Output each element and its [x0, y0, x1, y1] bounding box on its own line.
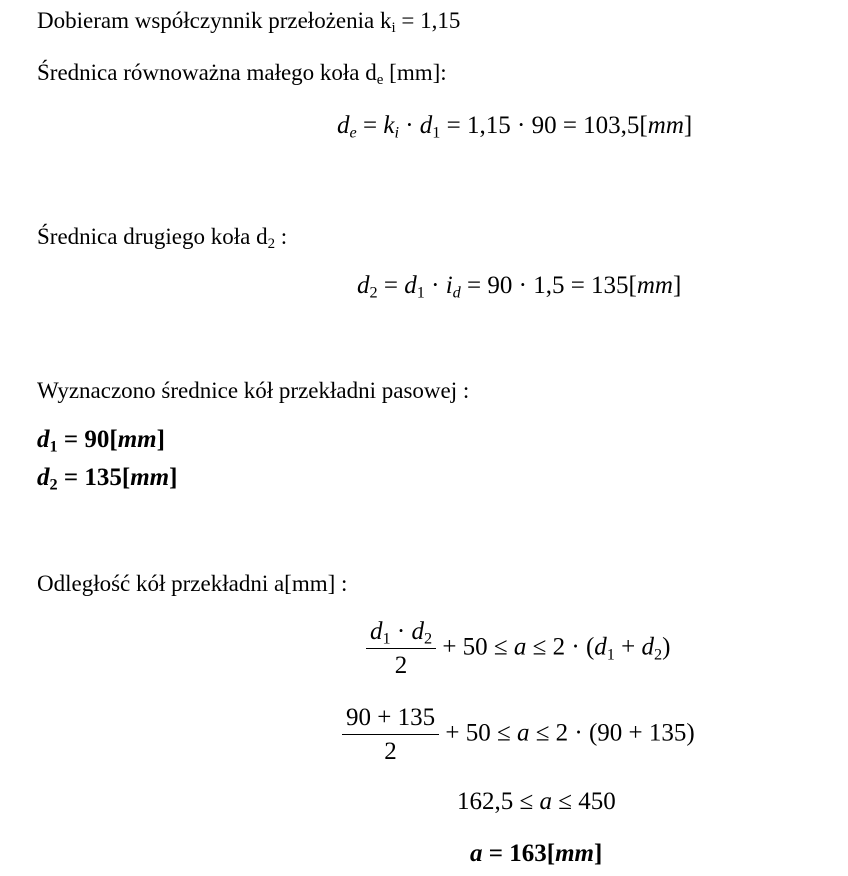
- eq-unit: mm: [636, 272, 673, 299]
- range-left: 162,5 ≤: [457, 788, 540, 815]
- line-subscript: e: [376, 72, 384, 89]
- eq-subscript: 1: [432, 123, 441, 142]
- range-right: ≤ 450: [551, 788, 616, 815]
- eq-rest: = 1,15 · 90 = 103,5[: [440, 112, 648, 139]
- result-value: = 90[: [57, 426, 118, 453]
- equivalent-diameter-equation: [337, 112, 692, 140]
- eq-unit: mm: [647, 112, 684, 139]
- result-unit: mm: [130, 464, 170, 491]
- eq-symbol: d: [419, 112, 433, 139]
- fraction: [342, 704, 439, 766]
- ineq-symbol: d: [594, 633, 607, 661]
- second-diameter-equation: [357, 272, 681, 300]
- distance-inequality-numeric: [342, 704, 695, 766]
- line-text: Średnica drugiego koła d: [37, 224, 268, 249]
- result-close: ]: [169, 464, 178, 491]
- ineq-close: ): [662, 633, 671, 661]
- ineq-mid: + 50 ≤: [439, 719, 517, 747]
- ineq-mid: + 50 ≤: [436, 633, 514, 661]
- eq-subscript: i: [394, 123, 399, 142]
- result-close: ]: [156, 426, 165, 453]
- ineq-tail: ≤ 2 · (90 + 135): [529, 719, 695, 747]
- eq-subscript: 1: [416, 283, 425, 302]
- range-variable: a: [539, 788, 552, 815]
- ineq-plus: +: [614, 633, 642, 661]
- fraction: [366, 618, 436, 680]
- result-symbol: d: [37, 464, 50, 491]
- ineq-subscript: 2: [654, 645, 663, 664]
- line-subscript: i: [391, 20, 396, 37]
- result-subscript: 2: [49, 475, 58, 494]
- result-value: = 135[: [57, 464, 131, 491]
- final-unit: mm: [555, 840, 594, 867]
- distance-range: [457, 788, 616, 816]
- line-text: Dobieram współczynnik przełożenia k: [37, 8, 392, 33]
- line-text: Odległość kół przekładni a[mm] :: [37, 571, 348, 596]
- eq-subscript: d: [452, 283, 461, 302]
- eq-operator: =: [362, 112, 384, 139]
- eq-rest: = 90 · 1,5 = 135[: [460, 272, 637, 299]
- result-d2: [37, 464, 177, 492]
- final-variable: a: [470, 840, 483, 867]
- eq-symbol: d: [357, 272, 370, 299]
- eq-symbol: d: [337, 112, 350, 139]
- ineq-symbol: d: [641, 633, 655, 661]
- eq-operator: ·: [405, 112, 420, 139]
- fraction-denominator: 2: [394, 652, 408, 679]
- eq-symbol: d: [404, 272, 417, 299]
- line-tail: [mm]:: [383, 60, 447, 85]
- ineq-variable: a: [513, 633, 527, 661]
- equivalent-diameter-heading: [37, 60, 447, 89]
- line-tail: :: [275, 224, 288, 249]
- fraction-numerator: $d_1 \cdot d_2$: [366, 618, 436, 649]
- eq-operator: =: [383, 272, 405, 299]
- ineq-subscript: 1: [606, 645, 615, 664]
- result-unit: mm: [117, 426, 157, 453]
- ratio-coefficient-line: [37, 8, 461, 37]
- second-wheel-diameter-heading: [37, 224, 288, 253]
- ineq-variable: a: [516, 719, 530, 747]
- result-d1: [37, 426, 165, 454]
- final-close: ]: [593, 840, 603, 867]
- line-text: Średnica równoważna małego koła d: [37, 60, 377, 85]
- result-symbol: d: [37, 426, 50, 453]
- result-subscript: 1: [49, 437, 58, 456]
- eq-symbol: k: [383, 112, 395, 139]
- eq-close: ]: [683, 112, 693, 139]
- determined-diameters-heading: [37, 378, 469, 404]
- eq-subscript: 2: [369, 283, 378, 302]
- final-value: = 163[: [482, 840, 556, 867]
- line-subscript: 2: [267, 236, 276, 253]
- wheel-distance-heading: [37, 571, 347, 597]
- fraction-numerator: 90 + 135: [342, 704, 439, 735]
- final-distance: [470, 840, 602, 868]
- distance-inequality-symbolic: [366, 618, 670, 680]
- line-text: Wyznaczono średnice kół przekładni pasowej :: [37, 378, 470, 403]
- eq-symbol: i: [445, 272, 453, 299]
- eq-close: ]: [672, 272, 682, 299]
- ineq-mid2: ≤ 2 · (: [526, 633, 595, 661]
- fraction-denominator: 2: [384, 738, 397, 765]
- eq-subscript: e: [349, 123, 357, 142]
- line-tail: = 1,15: [395, 8, 461, 33]
- eq-operator: ·: [431, 272, 446, 299]
